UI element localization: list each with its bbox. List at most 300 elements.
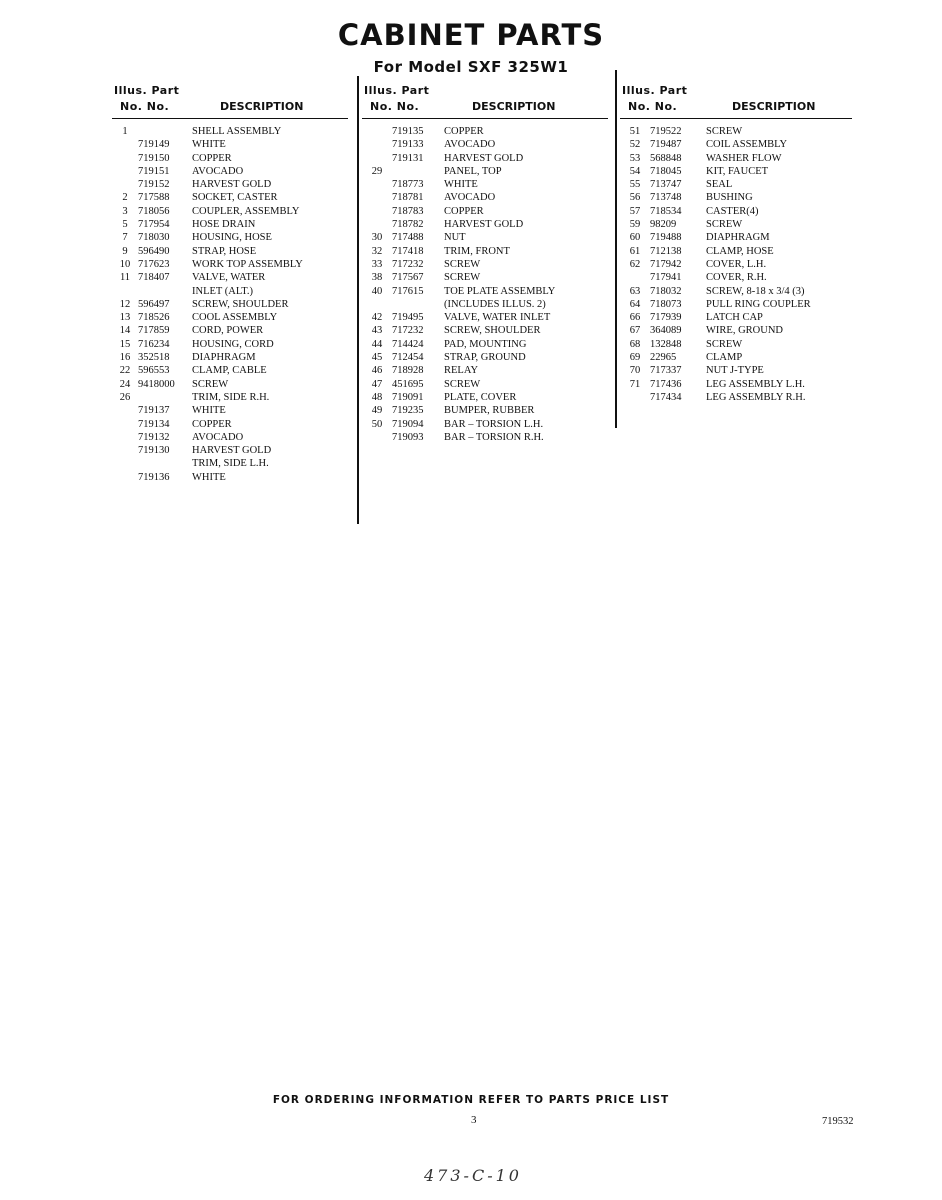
illus-no-cell: 38 bbox=[371, 272, 383, 284]
description-cell: LEG ASSEMBLY R.H. bbox=[706, 391, 806, 403]
illus-no-cell bbox=[362, 191, 392, 204]
description-cell: WHITE bbox=[444, 179, 478, 191]
table-row bbox=[362, 191, 608, 204]
description-cell: WHITE bbox=[192, 471, 226, 483]
description-cell: AVOCADO bbox=[444, 139, 496, 151]
illus-no-cell: 59 bbox=[629, 219, 641, 231]
parts-list bbox=[112, 125, 348, 484]
table-row bbox=[112, 364, 348, 377]
illus-no-cell: 7 bbox=[122, 232, 128, 244]
table-row bbox=[112, 324, 348, 337]
description-cell: SOCKET, CASTER bbox=[192, 192, 278, 204]
part-no-cell: 718526 bbox=[138, 312, 170, 324]
description-cell: SCREW bbox=[444, 258, 481, 270]
illus-no-cell: 70 bbox=[629, 365, 641, 377]
table-row bbox=[362, 258, 608, 271]
table-row bbox=[620, 178, 852, 191]
description-cell: SCREW, SHOULDER bbox=[192, 298, 289, 310]
part-no-cell: 717942 bbox=[650, 258, 682, 270]
illus-no-cell: 46 bbox=[371, 365, 383, 377]
table-row bbox=[112, 338, 348, 351]
description-cell: STRAP, GROUND bbox=[444, 352, 526, 364]
illus-no-cell: 11 bbox=[119, 272, 131, 284]
header-illus-part: Illus. Part bbox=[114, 84, 180, 97]
description-cell: CLAMP bbox=[706, 352, 743, 364]
table-row bbox=[362, 205, 608, 218]
table-row bbox=[362, 364, 608, 377]
illus-no-cell: 64 bbox=[629, 298, 641, 310]
table-row bbox=[362, 178, 608, 191]
part-no-cell: 98209 bbox=[650, 219, 677, 231]
table-row bbox=[362, 324, 608, 337]
header-description: DESCRIPTION bbox=[472, 100, 556, 113]
description-cell: KIT, FAUCET bbox=[706, 165, 769, 177]
description-cell: TRIM, SIDE L.H. bbox=[192, 458, 269, 470]
illus-no-cell bbox=[112, 285, 138, 298]
description-cell: HARVEST GOLD bbox=[192, 445, 272, 457]
illus-no-cell: 10 bbox=[119, 258, 131, 270]
description-cell: COVER, R.H. bbox=[706, 272, 767, 284]
table-row bbox=[112, 191, 348, 204]
description-cell: PANEL, TOP bbox=[444, 165, 502, 177]
illus-no-cell bbox=[620, 271, 650, 284]
header-description: DESCRIPTION bbox=[220, 100, 304, 113]
table-row bbox=[112, 444, 348, 457]
description-cell: BAR – TORSION R.H. bbox=[444, 431, 544, 443]
illus-no-cell: 40 bbox=[371, 285, 383, 297]
description-cell: COIL ASSEMBLY bbox=[706, 139, 788, 151]
description-cell: HOSE DRAIN bbox=[192, 219, 256, 231]
table-row bbox=[362, 391, 608, 404]
part-no-cell: 718783 bbox=[392, 205, 424, 217]
table-row bbox=[620, 152, 852, 165]
illus-no-cell: 30 bbox=[371, 232, 383, 244]
description-cell: COPPER bbox=[444, 205, 484, 217]
parts-list bbox=[620, 125, 852, 404]
illus-no-cell: 2 bbox=[122, 192, 128, 204]
description-cell: COPPER bbox=[192, 152, 232, 164]
table-row bbox=[112, 125, 348, 138]
part-no-cell: 717939 bbox=[650, 312, 682, 324]
illus-no-cell: 22 bbox=[119, 365, 131, 377]
illus-no-cell: 61 bbox=[629, 245, 641, 257]
part-no-cell: 22965 bbox=[650, 352, 677, 364]
table-row bbox=[362, 351, 608, 364]
table-row bbox=[112, 457, 348, 470]
description-cell: RELAY bbox=[444, 365, 479, 377]
illus-no-cell bbox=[112, 444, 138, 457]
part-no-cell: 716234 bbox=[138, 338, 170, 350]
illus-no-cell bbox=[362, 298, 392, 311]
part-no-cell: 717954 bbox=[138, 219, 170, 231]
description-cell: CORD, POWER bbox=[192, 325, 264, 337]
part-no-cell: 719133 bbox=[392, 139, 424, 151]
part-no-cell: 717615 bbox=[392, 285, 424, 297]
illus-no-cell: 56 bbox=[629, 192, 641, 204]
part-no-cell: 719093 bbox=[392, 431, 424, 443]
table-row bbox=[112, 431, 348, 444]
table-row bbox=[620, 311, 852, 324]
part-no-cell: 596553 bbox=[138, 365, 170, 377]
table-row bbox=[620, 271, 852, 284]
table-row bbox=[620, 165, 852, 178]
table-row bbox=[112, 404, 348, 417]
part-no-cell: 717941 bbox=[650, 272, 682, 284]
description-cell: VALVE, WATER INLET bbox=[444, 312, 551, 324]
illus-no-cell bbox=[112, 457, 138, 470]
illus-no-cell: 24 bbox=[119, 378, 131, 390]
illus-no-cell bbox=[112, 138, 138, 151]
illus-no-cell: 48 bbox=[371, 391, 383, 403]
description-cell: HARVEST GOLD bbox=[192, 179, 272, 191]
description-cell: CLAMP, CABLE bbox=[192, 365, 267, 377]
parts-list bbox=[362, 125, 608, 444]
illus-no-cell: 63 bbox=[629, 285, 641, 297]
part-no-cell: 451695 bbox=[392, 378, 424, 390]
description-cell: TOE PLATE ASSEMBLY bbox=[444, 285, 556, 297]
table-row bbox=[362, 285, 608, 298]
illus-no-cell bbox=[362, 178, 392, 191]
illus-no-cell: 1 bbox=[122, 126, 128, 137]
parts-column-3 bbox=[620, 82, 852, 404]
part-no-cell: 712454 bbox=[392, 352, 424, 364]
part-no-cell: 717434 bbox=[650, 391, 682, 403]
part-no-cell: 719152 bbox=[138, 179, 170, 191]
table-row bbox=[112, 311, 348, 324]
description-cell: TRIM, SIDE R.H. bbox=[192, 391, 270, 403]
table-row bbox=[112, 231, 348, 244]
table-row bbox=[620, 138, 852, 151]
table-row bbox=[112, 245, 348, 258]
illus-no-cell bbox=[362, 152, 392, 165]
table-row bbox=[112, 178, 348, 191]
table-row bbox=[112, 138, 348, 151]
table-row bbox=[362, 218, 608, 231]
table-row bbox=[362, 138, 608, 151]
description-cell: WHITE bbox=[192, 405, 226, 417]
part-no-cell: 719495 bbox=[392, 312, 424, 324]
description-cell: TRIM, FRONT bbox=[444, 245, 510, 257]
illus-no-cell: 16 bbox=[119, 352, 131, 364]
part-no-cell: 719235 bbox=[392, 405, 424, 417]
header-no-no: No. No. bbox=[628, 100, 678, 113]
illus-no-cell bbox=[112, 404, 138, 417]
part-no-cell: 713748 bbox=[650, 192, 682, 204]
description-cell: HARVEST GOLD bbox=[444, 152, 524, 164]
description-cell: SCREW, SHOULDER bbox=[444, 325, 541, 337]
part-no-cell: 717588 bbox=[138, 192, 170, 204]
table-row bbox=[112, 351, 348, 364]
part-no-cell: 718407 bbox=[138, 272, 170, 284]
table-row bbox=[362, 404, 608, 417]
part-no-cell bbox=[138, 391, 192, 404]
illus-no-cell: 62 bbox=[629, 258, 641, 270]
part-no-cell: 714424 bbox=[392, 338, 424, 350]
illus-no-cell bbox=[112, 152, 138, 165]
column-header bbox=[362, 82, 608, 119]
description-cell: SCREW bbox=[706, 219, 743, 231]
description-cell: SCREW bbox=[192, 378, 229, 390]
part-no-cell: 719151 bbox=[138, 165, 170, 177]
table-row bbox=[112, 258, 348, 271]
part-no-cell: 719522 bbox=[650, 126, 682, 137]
table-row bbox=[620, 298, 852, 311]
description-cell: COVER, L.H. bbox=[706, 258, 767, 270]
table-row bbox=[620, 391, 852, 404]
part-no-cell: 9418000 bbox=[138, 378, 175, 390]
illus-no-cell bbox=[112, 431, 138, 444]
part-no-cell: 717436 bbox=[650, 378, 682, 390]
illus-no-cell bbox=[620, 391, 650, 404]
table-row bbox=[362, 418, 608, 431]
illus-no-cell: 57 bbox=[629, 205, 641, 217]
table-row bbox=[362, 271, 608, 284]
illus-no-cell: 15 bbox=[119, 338, 131, 350]
part-no-cell: 719149 bbox=[138, 139, 170, 151]
illus-no-cell: 44 bbox=[371, 338, 383, 350]
part-no-cell: 718781 bbox=[392, 192, 424, 204]
description-cell: PULL RING COUPLER bbox=[706, 298, 811, 310]
table-row bbox=[620, 191, 852, 204]
description-cell: SCREW, 8-18 x 3/4 (3) bbox=[706, 285, 805, 297]
table-row bbox=[620, 245, 852, 258]
table-row bbox=[362, 338, 608, 351]
table-row bbox=[112, 205, 348, 218]
description-cell: SCREW bbox=[706, 338, 743, 350]
table-row bbox=[112, 271, 348, 284]
part-no-cell: 718056 bbox=[138, 205, 170, 217]
part-no-cell: 713747 bbox=[650, 179, 682, 191]
illus-no-cell: 49 bbox=[371, 405, 383, 417]
table-row bbox=[620, 324, 852, 337]
description-cell: PAD, MOUNTING bbox=[444, 338, 527, 350]
illus-no-cell: 33 bbox=[371, 258, 383, 270]
illus-no-cell: 14 bbox=[119, 325, 131, 337]
illus-no-cell: 55 bbox=[629, 179, 641, 191]
illus-no-cell: 13 bbox=[119, 312, 131, 324]
document-number: 719532 bbox=[822, 1116, 854, 1127]
part-no-cell: 717232 bbox=[392, 325, 424, 337]
description-cell: DIAPHRAGM bbox=[706, 232, 770, 244]
table-row bbox=[620, 218, 852, 231]
table-row bbox=[362, 298, 608, 311]
description-cell: HOUSING, HOSE bbox=[192, 232, 272, 244]
illus-no-cell bbox=[112, 418, 138, 431]
illus-no-cell bbox=[362, 218, 392, 231]
part-no-cell: 718045 bbox=[650, 165, 682, 177]
illus-no-cell: 60 bbox=[629, 232, 641, 244]
part-no-cell: 719131 bbox=[392, 152, 424, 164]
part-no-cell: 717623 bbox=[138, 258, 170, 270]
table-row bbox=[620, 125, 852, 138]
page-number: 3 bbox=[471, 1114, 477, 1126]
description-cell: PLATE, COVER bbox=[444, 391, 517, 403]
illus-no-cell: 47 bbox=[371, 378, 383, 390]
illus-no-cell bbox=[362, 431, 392, 444]
table-row bbox=[112, 218, 348, 231]
description-cell: AVOCADO bbox=[192, 165, 244, 177]
part-no-cell: 717337 bbox=[650, 365, 682, 377]
table-row bbox=[620, 285, 852, 298]
part-no-cell: 717232 bbox=[392, 258, 424, 270]
illus-no-cell: 5 bbox=[122, 219, 128, 231]
description-cell: STRAP, HOSE bbox=[192, 245, 257, 257]
column-header bbox=[620, 82, 852, 119]
illus-no-cell: 69 bbox=[629, 352, 641, 364]
table-row bbox=[362, 378, 608, 391]
table-row bbox=[620, 364, 852, 377]
column-divider bbox=[357, 76, 359, 524]
part-no-cell: 719091 bbox=[392, 391, 424, 403]
part-no-cell: 719094 bbox=[392, 418, 424, 430]
description-cell: LATCH CAP bbox=[706, 312, 763, 324]
part-no-cell bbox=[392, 298, 444, 311]
page-title: CABINET PARTS bbox=[337, 18, 605, 52]
header-description: DESCRIPTION bbox=[732, 100, 816, 113]
header-illus-part: Illus. Part bbox=[622, 84, 688, 97]
description-cell: BUSHING bbox=[706, 192, 753, 204]
table-row bbox=[620, 258, 852, 271]
table-row bbox=[112, 391, 348, 404]
header-no-no: No. No. bbox=[120, 100, 170, 113]
part-no-cell bbox=[138, 457, 192, 470]
part-no-cell: 719488 bbox=[650, 232, 682, 244]
part-no-cell bbox=[138, 125, 192, 138]
table-row bbox=[620, 378, 852, 391]
table-row bbox=[620, 205, 852, 218]
part-no-cell: 596497 bbox=[138, 298, 170, 310]
table-row bbox=[362, 245, 608, 258]
column-header bbox=[112, 82, 348, 119]
description-cell: AVOCADO bbox=[444, 192, 496, 204]
part-no-cell: 717859 bbox=[138, 325, 170, 337]
description-cell: SCREW bbox=[444, 272, 481, 284]
illus-no-cell: 45 bbox=[371, 352, 383, 364]
illus-no-cell: 66 bbox=[629, 312, 641, 324]
part-no-cell: 717488 bbox=[392, 232, 424, 244]
illus-no-cell: 43 bbox=[371, 325, 383, 337]
part-no-cell bbox=[392, 165, 444, 178]
part-no-cell: 719487 bbox=[650, 139, 682, 151]
illus-no-cell bbox=[362, 205, 392, 218]
parts-column-1 bbox=[112, 82, 348, 484]
part-no-cell: 717567 bbox=[392, 272, 424, 284]
illus-no-cell bbox=[112, 165, 138, 178]
illus-no-cell: 9 bbox=[122, 245, 128, 257]
description-cell: SCREW bbox=[706, 126, 743, 137]
description-cell: INLET (ALT.) bbox=[192, 285, 254, 297]
table-row bbox=[620, 231, 852, 244]
illus-no-cell: 12 bbox=[119, 298, 131, 310]
part-no-cell: 596490 bbox=[138, 245, 170, 257]
table-row bbox=[112, 165, 348, 178]
table-row bbox=[112, 418, 348, 431]
illus-no-cell bbox=[112, 471, 138, 484]
description-cell: HARVEST GOLD bbox=[444, 219, 524, 231]
description-cell: COOL ASSEMBLY bbox=[192, 312, 278, 324]
illus-no-cell bbox=[362, 125, 392, 138]
table-row bbox=[620, 338, 852, 351]
part-no-cell: 568848 bbox=[650, 152, 682, 164]
table-row bbox=[362, 152, 608, 165]
column-divider bbox=[615, 70, 617, 428]
illus-no-cell: 42 bbox=[371, 312, 383, 324]
part-no-cell: 718928 bbox=[392, 365, 424, 377]
part-no-cell: 719136 bbox=[138, 471, 170, 483]
part-no-cell: 718534 bbox=[650, 205, 682, 217]
table-row bbox=[620, 351, 852, 364]
handwritten-note: 473-C-10 bbox=[424, 1166, 522, 1185]
part-no-cell: 719134 bbox=[138, 418, 170, 430]
table-row bbox=[112, 298, 348, 311]
table-row bbox=[112, 378, 348, 391]
part-no-cell: 718030 bbox=[138, 232, 170, 244]
part-no-cell: 718773 bbox=[392, 179, 424, 191]
description-cell: AVOCADO bbox=[192, 431, 244, 443]
description-cell: NUT bbox=[444, 232, 466, 244]
description-cell: WIRE, GROUND bbox=[706, 325, 783, 337]
description-cell: SHELL ASSEMBLY bbox=[192, 126, 282, 137]
description-cell: COPPER bbox=[192, 418, 232, 430]
part-no-cell: 718032 bbox=[650, 285, 682, 297]
description-cell: SEAL bbox=[706, 179, 733, 191]
part-no-cell: 719137 bbox=[138, 405, 170, 417]
illus-no-cell: 67 bbox=[629, 325, 641, 337]
illus-no-cell: 52 bbox=[629, 139, 641, 151]
table-row bbox=[112, 471, 348, 484]
description-cell: DIAPHRAGM bbox=[192, 352, 256, 364]
table-row bbox=[112, 285, 348, 298]
part-no-cell: 719135 bbox=[392, 126, 424, 137]
description-cell: CASTER(4) bbox=[706, 205, 759, 217]
description-cell: BUMPER, RUBBER bbox=[444, 405, 535, 417]
illus-no-cell: 26 bbox=[119, 391, 131, 403]
illus-no-cell: 68 bbox=[629, 338, 641, 350]
part-no-cell: 717418 bbox=[392, 245, 424, 257]
part-no-cell: 719150 bbox=[138, 152, 170, 164]
illus-no-cell bbox=[112, 178, 138, 191]
table-row bbox=[362, 125, 608, 138]
parts-column-2 bbox=[362, 82, 608, 444]
description-cell: COUPLER, ASSEMBLY bbox=[192, 205, 300, 217]
illus-no-cell: 3 bbox=[122, 205, 128, 217]
part-no-cell: 712138 bbox=[650, 245, 682, 257]
header-illus-part: Illus. Part bbox=[364, 84, 430, 97]
description-cell: SCREW bbox=[444, 378, 481, 390]
table-row bbox=[362, 165, 608, 178]
description-cell: (INCLUDES ILLUS. 2) bbox=[444, 298, 546, 310]
description-cell: BAR – TORSION L.H. bbox=[444, 418, 544, 430]
page-subtitle: For Model SXF 325W1 bbox=[373, 58, 569, 76]
illus-no-cell: 54 bbox=[629, 165, 641, 177]
illus-no-cell: 29 bbox=[371, 165, 383, 177]
part-no-cell: 352518 bbox=[138, 352, 170, 364]
table-row bbox=[112, 152, 348, 165]
description-cell: WORK TOP ASSEMBLY bbox=[192, 258, 303, 270]
description-cell: CLAMP, HOSE bbox=[706, 245, 774, 257]
table-row bbox=[362, 311, 608, 324]
description-cell: NUT J-TYPE bbox=[706, 365, 764, 377]
part-no-cell: 719132 bbox=[138, 431, 170, 443]
table-row bbox=[362, 431, 608, 444]
illus-no-cell: 53 bbox=[629, 152, 641, 164]
part-no-cell: 719130 bbox=[138, 445, 170, 457]
part-no-cell bbox=[138, 285, 192, 298]
illus-no-cell: 51 bbox=[629, 126, 641, 137]
description-cell: HOUSING, CORD bbox=[192, 338, 274, 350]
part-no-cell: 132848 bbox=[650, 338, 682, 350]
part-no-cell: 718782 bbox=[392, 219, 424, 231]
